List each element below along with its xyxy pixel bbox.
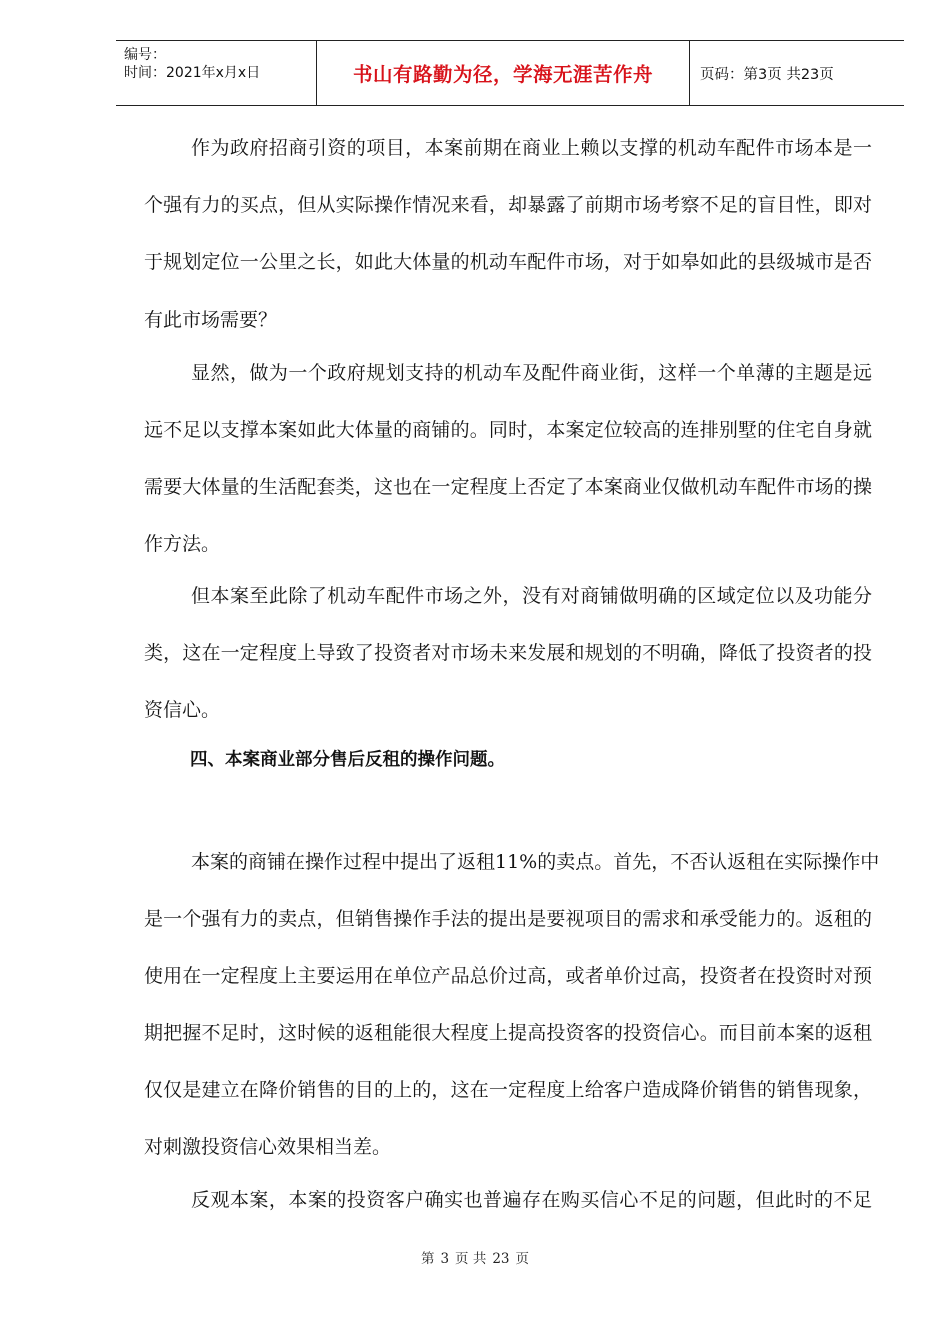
paragraph-1-line-4: 有此市场需要？ <box>144 309 278 331</box>
paragraph-3-line-1: 但本案至此除了机动车配件市场之外，没有对商铺做明确的区域定位以及功能分 <box>191 585 872 607</box>
page-header <box>116 40 904 106</box>
header-page-code: 页码：第3页 共23页 <box>700 66 834 83</box>
paragraph-1-line-2: 个强有力的买点，但从实际操作情况来看，却暴露了前期市场考察不足的盲目性，即对 <box>144 194 872 216</box>
paragraph-3-line-3: 资信心。 <box>144 699 221 721</box>
footer-page-total: 23 <box>492 1251 510 1267</box>
paragraph-2-line-4: 作方法。 <box>144 533 221 555</box>
paragraph-4-line-6: 对刺激投资信心效果相当差。 <box>144 1136 392 1158</box>
paragraph-4-line-5: 仅仅是建立在降价销售的目的上的，这在一定程度上给客户造成降价销售的销售现象， <box>144 1079 872 1101</box>
paragraph-5-line-1: 反观本案，本案的投资客户确实也普遍存在购买信心不足的问题，但此时的不足 <box>191 1189 872 1211</box>
footer-page-suffix: 页 <box>515 1251 530 1267</box>
header-motto: 书山有路勤为径，学海无涯苦作舟 <box>352 63 653 86</box>
paragraph-4-line-4: 期把握不足时，这时候的返租能很大程度上提高投资客的投资信心。而目前本案的返租 <box>144 1022 872 1044</box>
paragraph-3-line-2: 类，这在一定程度上导致了投资者对市场未来发展和规划的不明确，降低了投资者的投 <box>144 642 872 664</box>
header-page-cell <box>690 41 904 105</box>
page-footer <box>0 1247 950 1267</box>
header-motto-cell <box>316 41 690 105</box>
paragraph-4-line-1: 本案的商铺在操作过程中提出了返租11%的卖点。首先，不否认返租在实际操作中 <box>191 851 880 873</box>
document-number-label: 编号： <box>124 47 166 63</box>
footer-page-mid: 页 共 <box>455 1251 487 1267</box>
paragraph-2-line-3: 需要大体量的生活配套类，这也在一定程度上否定了本案商业仅做机动车配件市场的操 <box>144 476 872 498</box>
document-time-label: 时间：2021年x月x日 <box>124 65 261 81</box>
footer-page-prefix: 第 <box>420 1251 435 1267</box>
paragraph-2-line-1: 显然，做为一个政府规划支持的机动车及配件商业街，这样一个单薄的主题是远 <box>191 362 872 384</box>
paragraph-2-line-2: 远不足以支撑本案如此大体量的商铺的。同时，本案定位较高的连排别墅的住宅自身就 <box>144 419 872 441</box>
header-meta <box>116 41 316 105</box>
paragraph-4-line-3: 使用在一定程度上主要运用在单位产品总价过高，或者单价过高，投资者在投资时对预 <box>144 965 872 987</box>
section-heading: 四、本案商业部分售后反租的操作问题。 <box>190 750 505 770</box>
paragraph-1-line-1: 作为政府招商引资的项目，本案前期在商业上赖以支撑的机动车配件市场本是一 <box>191 137 872 159</box>
footer-page-current: 3 <box>440 1251 450 1267</box>
paragraph-4-line-2: 是一个强有力的卖点，但销售操作手法的提出是要视项目的需求和承受能力的。返租的 <box>144 908 872 930</box>
paragraph-1-line-3: 于规划定位一公里之长，如此大体量的机动车配件市场，对于如皋如此的县级城市是否 <box>144 251 872 273</box>
